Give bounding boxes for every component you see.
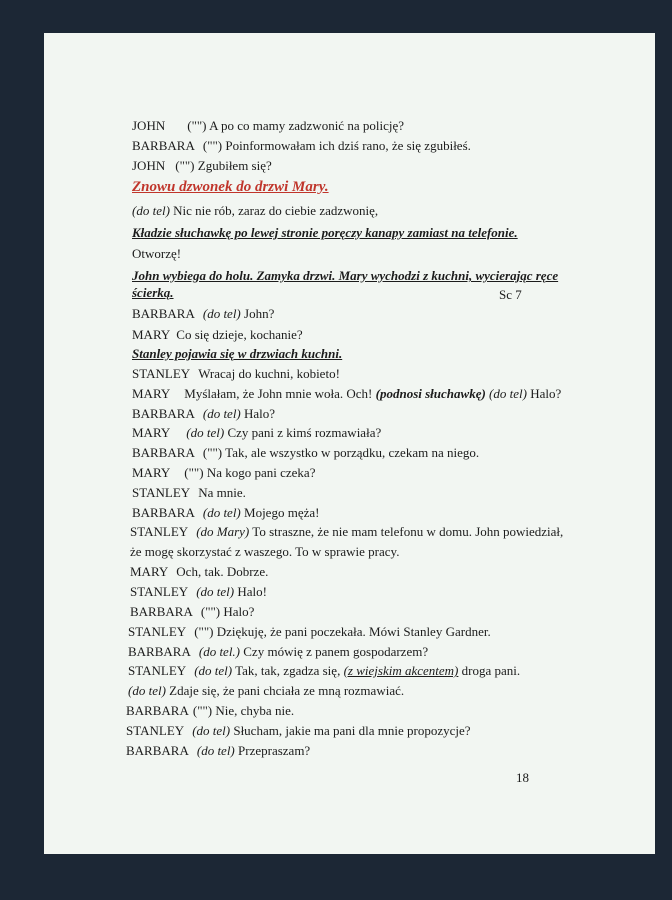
red-stage-heading: Znowu dzwonek do drzwi Mary. <box>132 179 329 195</box>
dialogue-line <box>126 743 310 759</box>
dialogue-text: droga pani. <box>461 663 521 678</box>
direction: (do tel) <box>132 203 170 218</box>
quote-marks: ("") <box>200 604 221 619</box>
speaker: MARY <box>132 465 171 480</box>
direction: (do tel) <box>194 663 233 678</box>
dialogue-text: Tak, tak, zgadza się, <box>235 663 341 678</box>
direction: (do tel) <box>202 406 241 421</box>
dialogue-line <box>132 306 274 322</box>
speaker: BARBARA <box>132 406 195 421</box>
dialogue-line <box>132 445 479 461</box>
speaker: STANLEY <box>130 584 189 599</box>
dialogue-line <box>132 465 315 481</box>
dialogue-text: Otworzę! <box>132 246 182 261</box>
quote-marks: ("") <box>187 118 207 133</box>
speaker: STANLEY <box>132 366 191 381</box>
speaker: STANLEY <box>128 663 187 678</box>
direction: (do tel) <box>489 386 527 401</box>
dialogue-line <box>132 406 275 422</box>
quote-marks: ("") <box>194 624 214 639</box>
direction: (do tel) <box>128 683 166 698</box>
dialogue-text: Tak, ale wszystko w porządku, czekam na niego. <box>225 445 480 460</box>
dialogue-text: Zgubiłem się? <box>197 158 272 173</box>
dialogue-text: Czy mówię z panem gospodarzem? <box>243 644 429 659</box>
quote-marks: ("") <box>184 465 204 480</box>
dialogue-line <box>126 723 471 739</box>
speaker: STANLEY <box>126 723 185 738</box>
dialogue-text: Halo! <box>237 584 267 599</box>
speaker: BARBARA <box>132 138 195 153</box>
dialogue-line <box>126 703 294 719</box>
page-number: 18 <box>516 770 529 785</box>
dialogue-text: Nic nie rób, zaraz do ciebie zadzwonię, <box>173 203 379 218</box>
speaker: JOHN <box>132 158 166 173</box>
dialogue-line <box>132 327 303 343</box>
direction: (do tel) <box>202 505 241 520</box>
dialogue-text: Nie, chyba nie. <box>215 703 295 718</box>
dialogue-line <box>132 118 404 134</box>
speaker: STANLEY <box>128 624 187 639</box>
dialogue-line <box>130 524 563 540</box>
dialogue-text: Przepraszam? <box>238 743 311 758</box>
scene-number: Sc 7 <box>499 287 522 302</box>
direction: (do tel) <box>196 743 235 758</box>
dialogue-text: Wracaj do kuchni, kobieto! <box>198 366 340 381</box>
speaker: BARBARA <box>132 445 195 460</box>
dialogue-text: Halo? <box>244 406 276 421</box>
dialogue-line <box>128 644 428 660</box>
speaker: BARBARA <box>126 743 189 758</box>
dialogue-text: Czy pani z kimś rozmawiała? <box>227 425 382 440</box>
dialogue-text: że mogę skorzystać z waszego. To w sprawie pracy. <box>130 544 400 559</box>
quote-marks: ("") <box>202 445 223 460</box>
dialogue-line <box>132 485 246 501</box>
stage-direction: John wybiega do holu. Zamyka drzwi. Mary wychodzi z kuchni, wycierając ręce <box>132 268 559 283</box>
direction: (do tel) <box>196 584 235 599</box>
dialogue-line <box>132 425 381 441</box>
speaker: MARY <box>132 425 171 440</box>
dialogue-text: John? <box>244 306 275 321</box>
dialogue-text: Dziękuję, że pani poczekała. Mówi Stanley Gardner. <box>216 624 491 639</box>
speaker: BARBARA <box>130 604 193 619</box>
speaker: STANLEY <box>130 524 189 539</box>
dialogue-line <box>130 584 267 600</box>
dialogue-line <box>132 386 561 402</box>
dialogue-line <box>132 138 471 154</box>
dialogue-text: Słucham, jakie ma pani dla mnie propozycje? <box>233 723 471 738</box>
dialogue-text: Halo? <box>223 604 255 619</box>
quote-marks: ("") <box>202 138 223 153</box>
dialogue-text: Poinformowałam ich dziś rano, że się zgubiłeś. <box>225 138 471 153</box>
dialogue-text: Na mnie. <box>198 485 246 500</box>
dialogue-line <box>130 564 268 580</box>
dialogue-line <box>128 683 404 699</box>
quote-marks: ("") <box>192 703 213 718</box>
dialogue-line <box>128 663 520 679</box>
dialogue-text: Halo? <box>530 386 562 401</box>
dialogue-text: Och, tak. Dobrze. <box>176 564 269 579</box>
speaker: MARY <box>132 386 171 401</box>
bold-direction: (podnosi słuchawkę) <box>375 386 486 401</box>
direction: (z wiejskim akcentem) <box>343 663 459 678</box>
dialogue-line <box>132 203 378 219</box>
quote-marks: ("") <box>175 158 195 173</box>
speaker: JOHN <box>132 118 166 133</box>
dialogue-text: Mojego męża! <box>244 505 320 520</box>
dialogue-line <box>132 366 340 382</box>
direction: (do Mary) <box>196 524 250 539</box>
dialogue-text: To straszne, że nie mam telefonu w domu. John powiedział, <box>252 524 564 539</box>
speaker: MARY <box>132 327 171 342</box>
direction: (do tel) <box>186 425 225 440</box>
speaker: MARY <box>130 564 169 579</box>
stage-direction: ścierką. <box>132 285 174 300</box>
dialogue-text: Na kogo pani czeka? <box>206 465 316 480</box>
dialogue-text: Myślałam, że John mnie woła. Och! <box>184 386 373 401</box>
dialogue-text: Zdaje się, że pani chciała ze mną rozmawiać. <box>169 683 405 698</box>
dialogue-line <box>130 604 254 620</box>
direction: (do tel.) <box>198 644 241 659</box>
dialogue-text: Co się dzieje, kochanie? <box>176 327 303 342</box>
dialogue-line <box>128 624 491 640</box>
stage-direction: Kładzie słuchawkę po lewej stronie poręczy kanapy zamiast na telefonie. <box>132 225 518 240</box>
stage-direction: Stanley pojawia się w drzwiach kuchni. <box>132 346 343 361</box>
dialogue-line <box>132 505 319 521</box>
direction: (do tel) <box>192 723 231 738</box>
speaker: BARBARA <box>126 703 189 718</box>
direction: (do tel) <box>202 306 241 321</box>
speaker: STANLEY <box>132 485 191 500</box>
speaker: BARBARA <box>132 505 195 520</box>
dialogue-line <box>132 158 272 174</box>
speaker: BARBARA <box>128 644 191 659</box>
script-page <box>44 33 655 854</box>
speaker: BARBARA <box>132 306 195 321</box>
dialogue-text: A po co mamy zadzwonić na policję? <box>209 118 404 133</box>
